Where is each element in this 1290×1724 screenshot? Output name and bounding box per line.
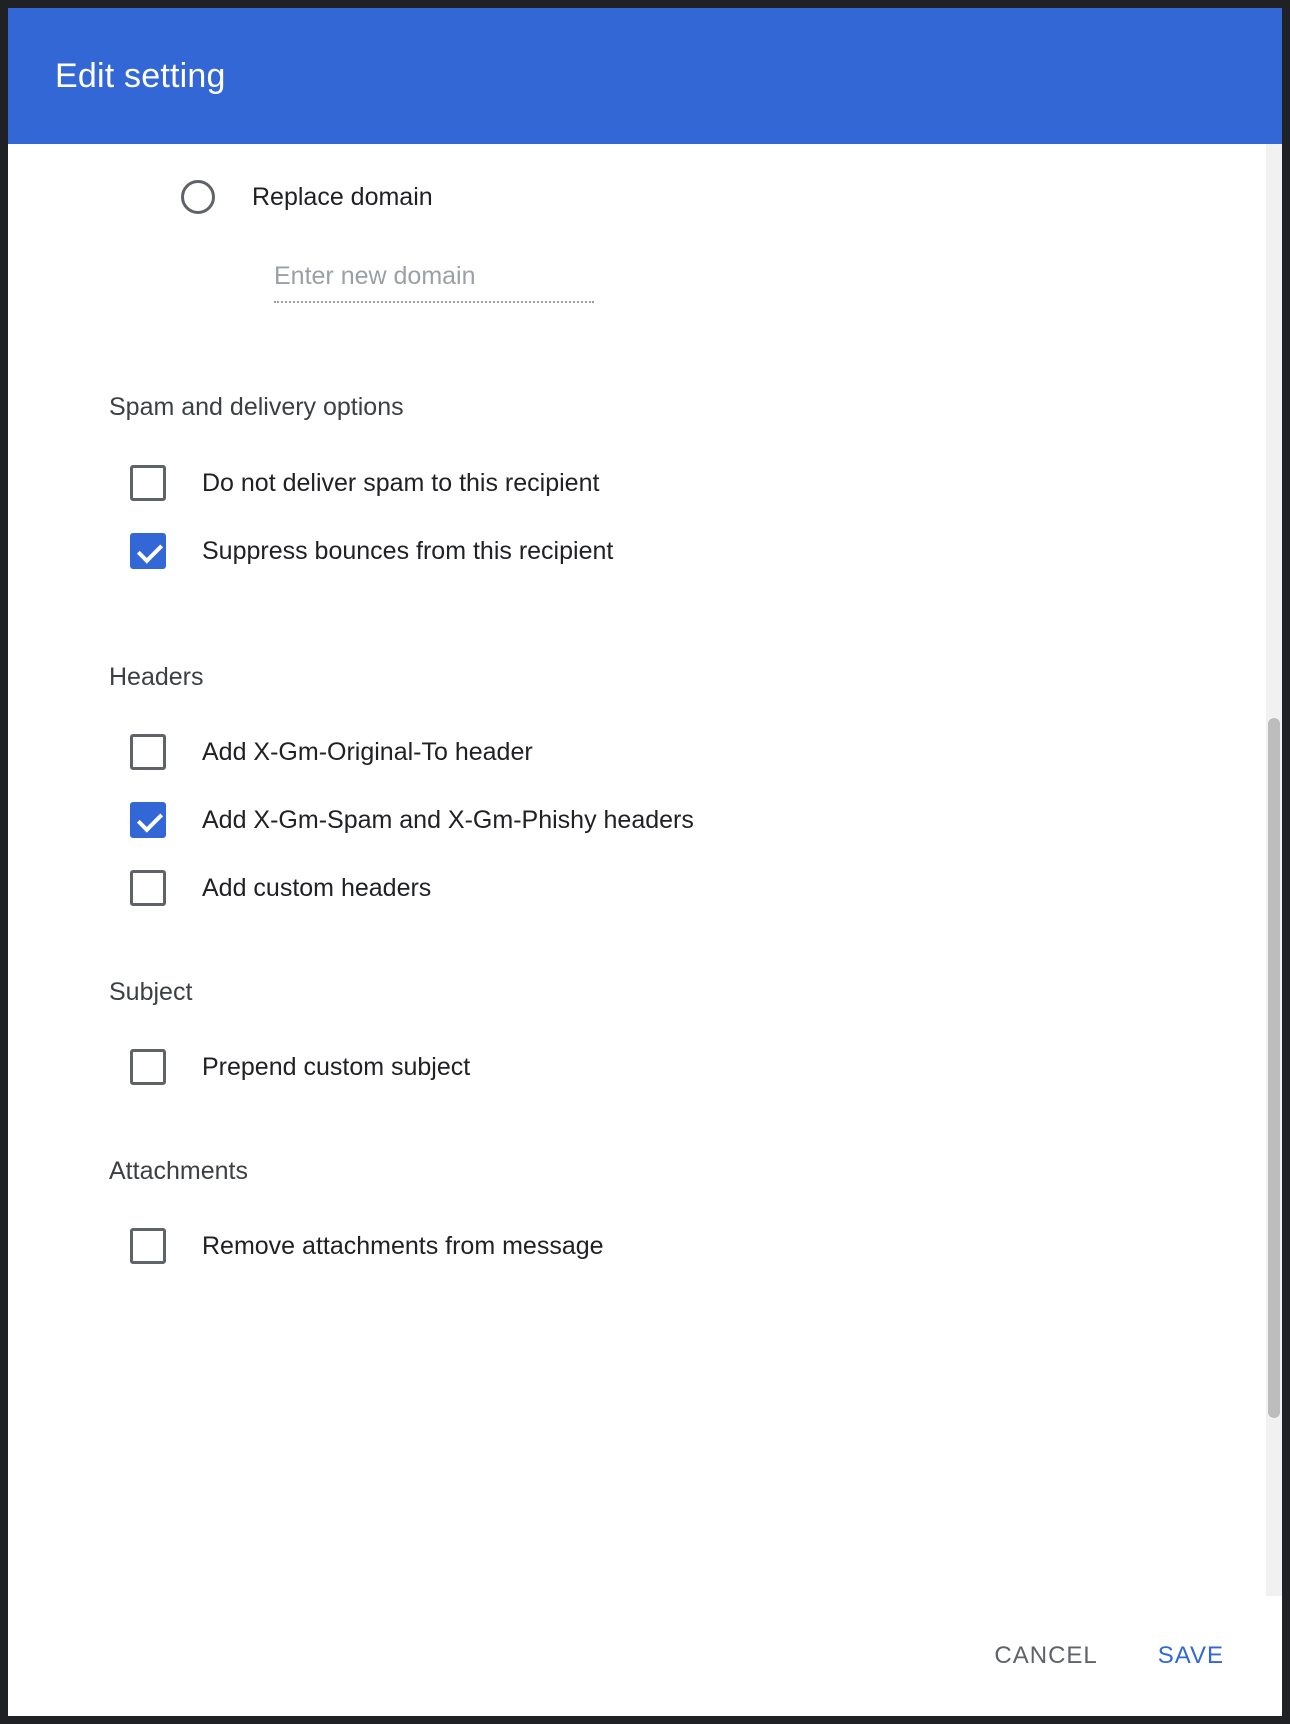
checkbox-row-add-custom-headers[interactable] <box>130 870 1222 906</box>
section-attachments <box>109 1157 1222 1264</box>
dialog-body <box>8 144 1282 1596</box>
checkbox-suppress-bounces-label: Suppress bounces from this recipient <box>202 536 614 565</box>
checkbox-row-add-spam-phishy-headers[interactable] <box>130 802 1222 838</box>
checkbox-add-spam-phishy-headers-label: Add X-Gm-Spam and X-Gm-Phishy headers <box>202 805 694 834</box>
section-headers <box>109 663 1222 906</box>
edit-setting-dialog <box>8 8 1282 1716</box>
scrollbar-thumb[interactable] <box>1268 718 1280 1418</box>
radio-replace-domain-label: Replace domain <box>252 182 433 211</box>
settings-scroll-area <box>8 144 1282 1596</box>
section-title-subject: Subject <box>109 978 193 1006</box>
domain-input-wrapper <box>274 262 594 303</box>
checkbox-remove-attachments-label: Remove attachments from message <box>202 1231 604 1260</box>
radio-replace-domain[interactable] <box>181 180 1222 214</box>
checkbox-row-suppress-bounces[interactable] <box>130 533 1222 569</box>
section-title-attachments: Attachments <box>109 1157 248 1185</box>
checkbox-add-spam-phishy-headers-icon[interactable] <box>130 802 166 838</box>
cancel-button[interactable]: CANCEL <box>970 1628 1121 1684</box>
checkbox-add-custom-headers-icon[interactable] <box>130 870 166 906</box>
new-domain-input[interactable] <box>274 262 594 303</box>
checkbox-add-original-to-header-label: Add X-Gm-Original-To header <box>202 737 533 766</box>
vertical-scrollbar[interactable] <box>1266 144 1282 1596</box>
checkbox-add-original-to-header-icon[interactable] <box>130 734 166 770</box>
checkbox-suppress-bounces-icon[interactable] <box>130 533 166 569</box>
checkbox-row-prepend-custom-subject[interactable] <box>130 1049 1222 1085</box>
radio-circle-icon[interactable] <box>181 180 215 214</box>
dialog-footer <box>8 1596 1282 1716</box>
checkbox-do-not-deliver-spam-icon[interactable] <box>130 465 166 501</box>
checkbox-prepend-custom-subject-label: Prepend custom subject <box>202 1052 471 1081</box>
checkbox-remove-attachments-icon[interactable] <box>130 1228 166 1264</box>
save-button[interactable]: SAVE <box>1134 1628 1248 1684</box>
section-subject <box>109 978 1222 1085</box>
checkbox-do-not-deliver-spam-label: Do not deliver spam to this recipient <box>202 468 600 497</box>
section-spam-and-delivery <box>109 393 1222 569</box>
section-title-spam: Spam and delivery options <box>109 393 404 421</box>
checkbox-row-add-original-to-header[interactable] <box>130 734 1222 770</box>
section-title-headers: Headers <box>109 663 204 691</box>
page-title: Edit setting <box>55 56 226 95</box>
checkbox-add-custom-headers-label: Add custom headers <box>202 873 432 902</box>
checkbox-row-remove-attachments[interactable] <box>130 1228 1222 1264</box>
checkbox-prepend-custom-subject-icon[interactable] <box>130 1049 166 1085</box>
dialog-header <box>8 8 1282 144</box>
checkbox-row-do-not-deliver-spam[interactable] <box>130 465 1222 501</box>
